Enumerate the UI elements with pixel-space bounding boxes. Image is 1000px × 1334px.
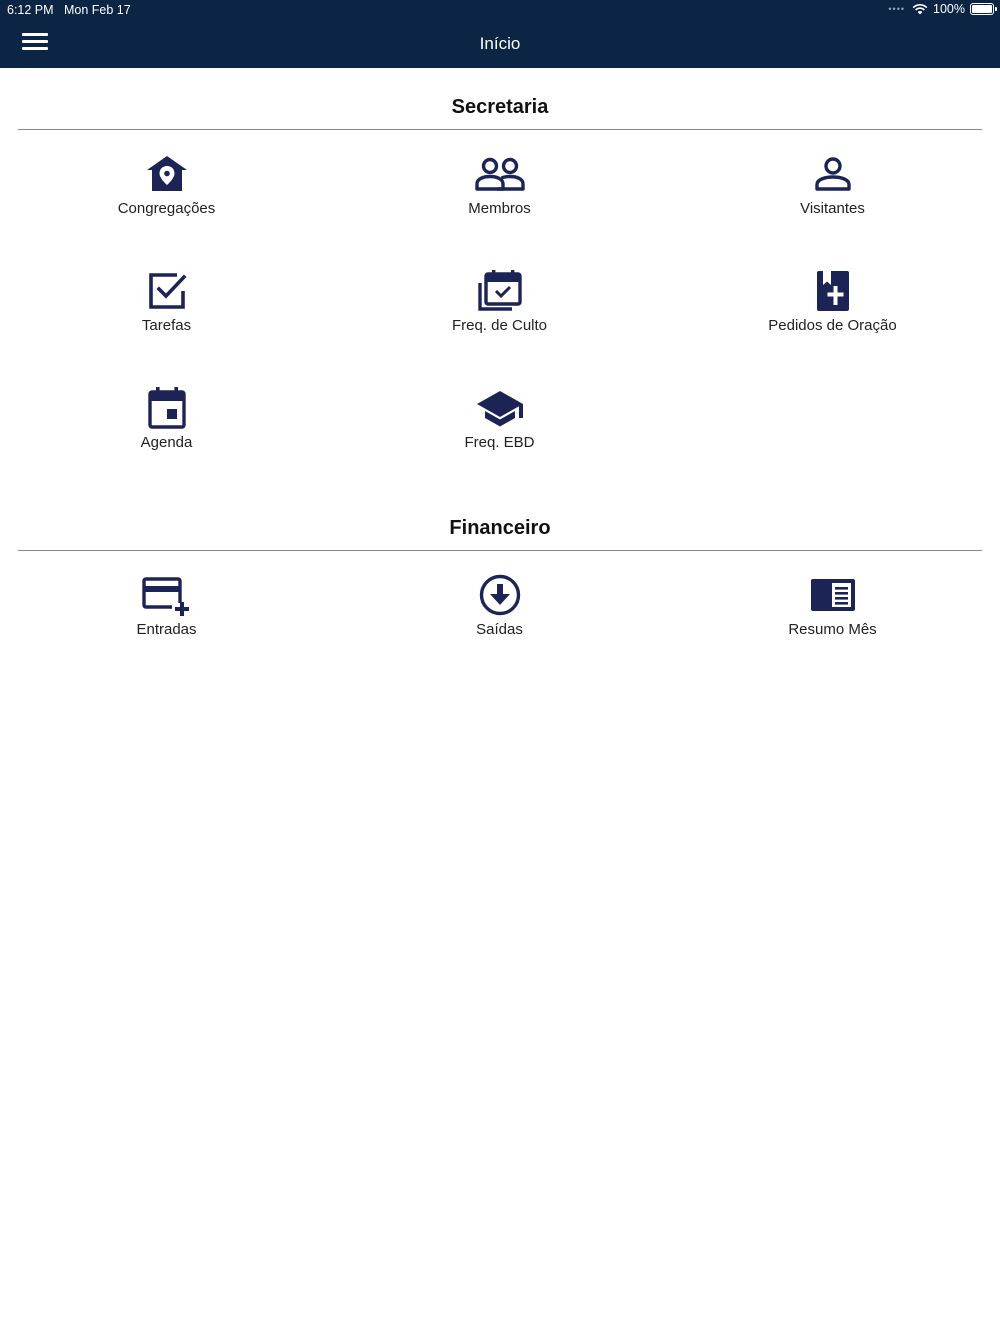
tile-tarefas[interactable] [0,267,333,367]
section-divider [18,550,982,551]
people-group-icon [333,150,666,198]
tile-label: Tarefas [141,317,192,334]
ledger-icon [666,571,999,619]
tile-label: Freq. de Culto [451,317,548,334]
section-title-financeiro: Financeiro [449,517,551,539]
page-title: Início [479,34,521,53]
tile-membros[interactable] [333,150,666,250]
battery-percent: 100% [933,2,965,16]
download-circle-icon [333,571,666,619]
signal-dots-icon: •••• [888,4,906,14]
tile-congregacoes[interactable] [0,150,333,250]
tile-label: Pedidos de Oração [768,317,897,334]
church-location-icon [0,150,333,198]
tile-label: Agenda [140,434,193,451]
tile-pedidos-oracao[interactable] [666,267,999,367]
calendar-stack-check-icon [333,267,666,315]
section-title-secretaria: Secretaria [451,96,549,118]
status-indicators [888,2,994,16]
tile-agenda[interactable] [0,384,333,484]
graduation-cap-icon [333,384,666,432]
tile-resumo-mes[interactable] [666,571,999,671]
status-time: 6:12 PM Mon Feb 17 [7,3,131,17]
tile-freq-ebd[interactable] [333,384,666,484]
battery-icon [970,3,994,15]
tile-label: Membros [468,200,531,217]
tile-saidas[interactable] [333,571,666,671]
tile-label: Freq. EBD [464,434,535,451]
tile-freq-culto[interactable] [333,267,666,367]
tile-label: Visitantes [800,200,865,217]
tile-label: Congregações [117,200,216,217]
status-date: Mon Feb 17 [63,3,131,17]
section-divider [18,129,982,130]
tile-label: Entradas [136,621,197,638]
tile-visitantes[interactable] [666,150,999,250]
card-add-icon [0,571,333,619]
prayer-book-icon [666,267,999,315]
app-header [0,0,1000,68]
tile-label: Resumo Mês [788,621,877,638]
person-icon [666,150,999,198]
tile-entradas[interactable] [0,571,333,671]
checkbox-icon [0,267,333,315]
tile-label: Saídas [476,621,523,638]
wifi-icon [912,3,928,15]
calendar-event-icon [0,384,333,432]
